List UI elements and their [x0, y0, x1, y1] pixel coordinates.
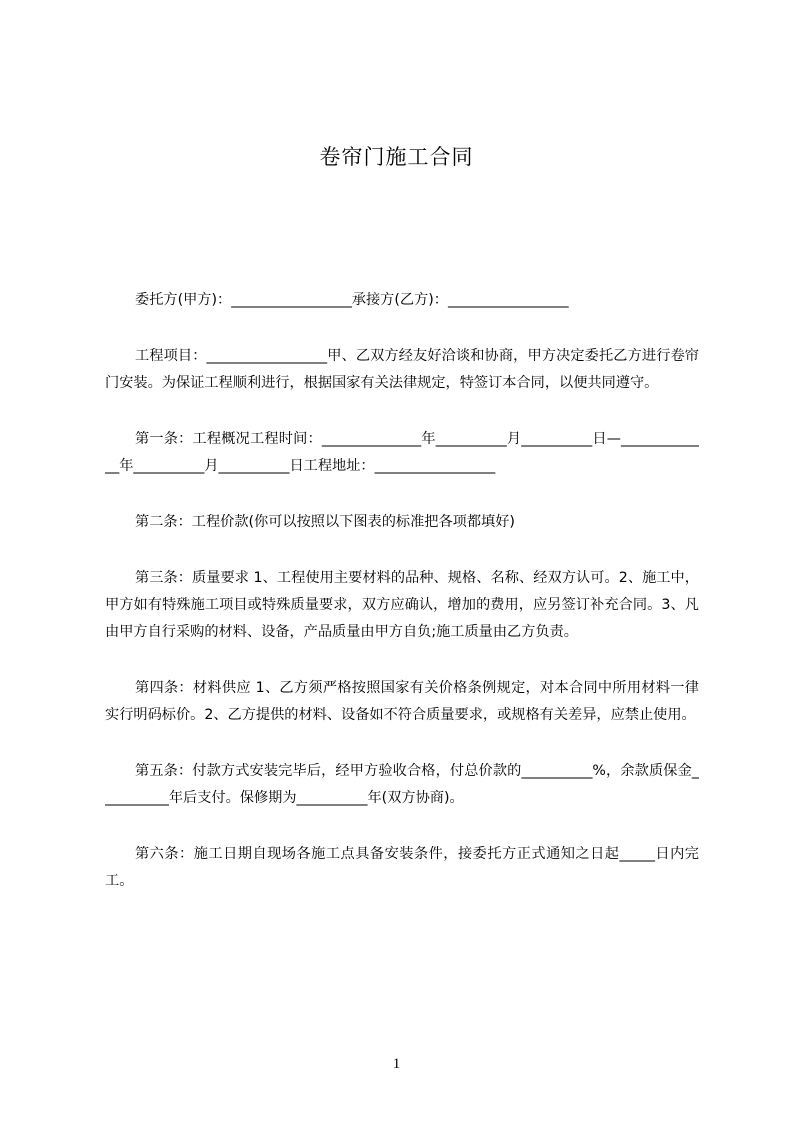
page-number: 1 — [392, 1056, 401, 1072]
article-4-materials: 第四条：材料供应 1、乙方须严格按照国家有关价格条例规定，对本合同中所用材料一律实行明码标价。2、乙方提供的材料、设备如不符合质量要求，或规格有关差异，应禁止使用。 — [105, 680, 699, 723]
article-2-price: 第二条：工程价款(你可以按照以下图表的标准把各项都填好) — [135, 514, 515, 530]
article-3-quality: 第三条：质量要求 1、工程使用主要材料的品种、规格、名称、经双方认可。2、施工中，甲方如有特殊施工项目或特殊质量要求，双方应确认，增加的费用，应另签订补充合同。3、凡由甲方自行采购的材料、设备，产品质量由甲方自负;施工质量由乙方负责。 — [105, 570, 699, 640]
contract-body — [105, 287, 699, 924]
project-paragraph: 工程项目：_________________甲、乙双方经友好洽谈和协商，甲方决定委托乙方进行卷帘门安装。为保证工程顺利进行，根据国家有关法律规定，特签订本合同，以便共同遵守。 — [105, 348, 699, 391]
article-6-schedule: 第六条：施工日期自现场各施工点具备安装条件，接委托方正式通知之日起_____日内完工。 — [105, 846, 699, 889]
article-5-payment: 第五条：付款方式安装完毕后，经甲方验收合格，付总价款的__________%，余款质保金__________年后支付。保修期为__________年(双方协商)。 — [105, 763, 699, 806]
article-1-overview: 第一条：工程概况工程时间：______________年__________月__________日—_____________年__________月__________日工程地址：_________________ — [105, 431, 699, 474]
parties-paragraph: 委托方(甲方)：_________________承接方(乙方)：_________________ — [135, 292, 569, 308]
document-title: 卷帘门施工合同 — [319, 145, 474, 169]
